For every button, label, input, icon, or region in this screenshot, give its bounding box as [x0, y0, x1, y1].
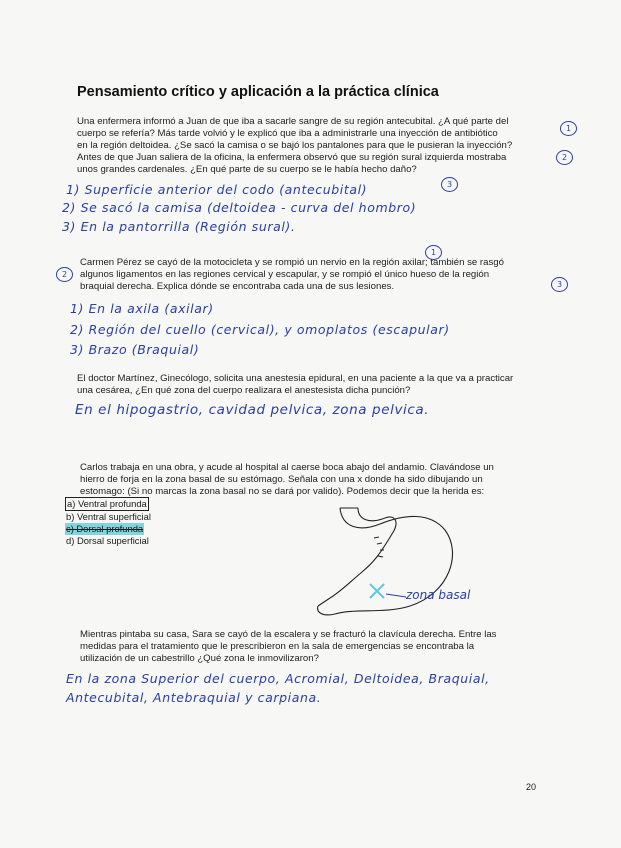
q4-option-a: a) Ventral profunda — [67, 498, 147, 509]
q5-line: Mientras pintaba su casa, Sara se cayó de la escalera y se fracturó la clavícula derecha. Entre las — [80, 629, 497, 640]
page-title: Pensamiento crítico y aplicación a la práctica clínica — [77, 84, 439, 100]
q5-answer-2: Antecubital, Antebraquial y carpiana. — [66, 690, 322, 705]
q1-line: Una enfermera informó a Juan de que iba a sacarle sangre de su región antecubital. ¿A qué parte del — [77, 116, 509, 127]
q4-option-c: c) Dorsal profunda — [66, 523, 144, 534]
q2-line: braquial derecha. Explica dónde se encontraba cada una de sus lesiones. — [80, 281, 395, 292]
stomach-pylorus — [318, 598, 330, 606]
q4-option-d: d) Dorsal superficial — [66, 535, 149, 546]
q4-line: Carlos trabaja en una obra, y acude al hospital al caerse boca abajo del andamio. Clavándose un — [80, 462, 494, 473]
q5-answer-1: En la zona Superior del cuerpo, Acromial, Deltoidea, Braquial, — [66, 671, 490, 686]
q1-answer-3: 3) En la pantorrilla (Región sural). — [62, 219, 296, 234]
q2-line: Carmen Pérez se cayó de la motocicleta y se rompió un nervio en la región axilar; también se rasgó — [80, 257, 504, 268]
q2-answer-3: 3) Brazo (Braquial) — [70, 342, 200, 357]
q2-answer-2: 2) Región del cuello (cervical), y omoplatos (escapular) — [70, 322, 450, 337]
q1-answer-1: 1) Superficie anterior del codo (antecubital) — [66, 182, 368, 197]
q1-line: Antes de que Juan saliera de la oficina, la enfermera observó que su región sural izquierda mostraba — [77, 152, 507, 163]
q3-answer: En el hipogastrio, cavidad pelvica, zona pelvica. — [75, 402, 430, 418]
q2-text — [80, 257, 504, 293]
q1-line: en la región deltoidea. ¿Se sacó la camisa o se bajó los pantalones para que le pusieran la inyección? — [77, 140, 513, 151]
q3-line: una cesárea, ¿En qué zona del cuerpo realizara el anestesista dicha punción? — [77, 385, 411, 396]
zona-basal-label: zona basal — [406, 588, 471, 602]
q1-line: unos grandes cardenales. ¿En qué parte de su cuerpo se le había hecho daño? — [77, 164, 417, 175]
q5-text — [80, 629, 496, 665]
q4-option-b: b) Ventral superficial — [66, 511, 151, 522]
q4-text — [80, 462, 494, 498]
q2-mark-2: 2 — [56, 267, 73, 282]
q2-answer-1: 1) En la axila (axilar) — [70, 301, 214, 316]
label-pointer — [386, 594, 406, 597]
q1-mark-1: 1 — [560, 121, 577, 136]
q4-line: estomago: (Si no marcas la zona basal no se dará por valido). Podemos decir que la herida es: — [80, 486, 485, 497]
q2-mark-3: 3 — [551, 277, 568, 292]
q1-mark-2: 2 — [556, 150, 573, 165]
q4-line: hierro de forja en la zona basal de su estómago. Señala con una x donde ha sido dibujando un — [80, 474, 483, 485]
stomach-diagram — [300, 498, 510, 623]
q2-mark-1: 1 — [425, 245, 442, 260]
q3-text — [77, 373, 513, 397]
q1-mark-3: 3 — [441, 177, 458, 192]
page-number: 20 — [526, 782, 537, 792]
q5-line: utilización de un cabestrillo ¿Qué zona le inmovilizaron? — [80, 653, 319, 664]
q1-text — [77, 116, 512, 176]
q3-line: El doctor Martínez, Ginecólogo, solicita una anestesia epidural, en una paciente a la que va a practicar — [77, 373, 514, 384]
q4-options — [65, 497, 152, 547]
q5-line: medidas para el tratamiento que le prescribieron en la sala de emergencias se encontraba la — [80, 641, 475, 652]
q1-answer-2: 2) Se sacó la camisa (deltoidea - curva del hombro) — [62, 200, 417, 215]
q2-line: algunos ligamentos en las regiones cervical y escapular, y se rompió el único hueso de la región — [80, 269, 490, 280]
q1-line: cuerpo se refería? Más tarde volvió y le explicó que iba a administrarle una inyección de antibiótico — [77, 128, 498, 139]
